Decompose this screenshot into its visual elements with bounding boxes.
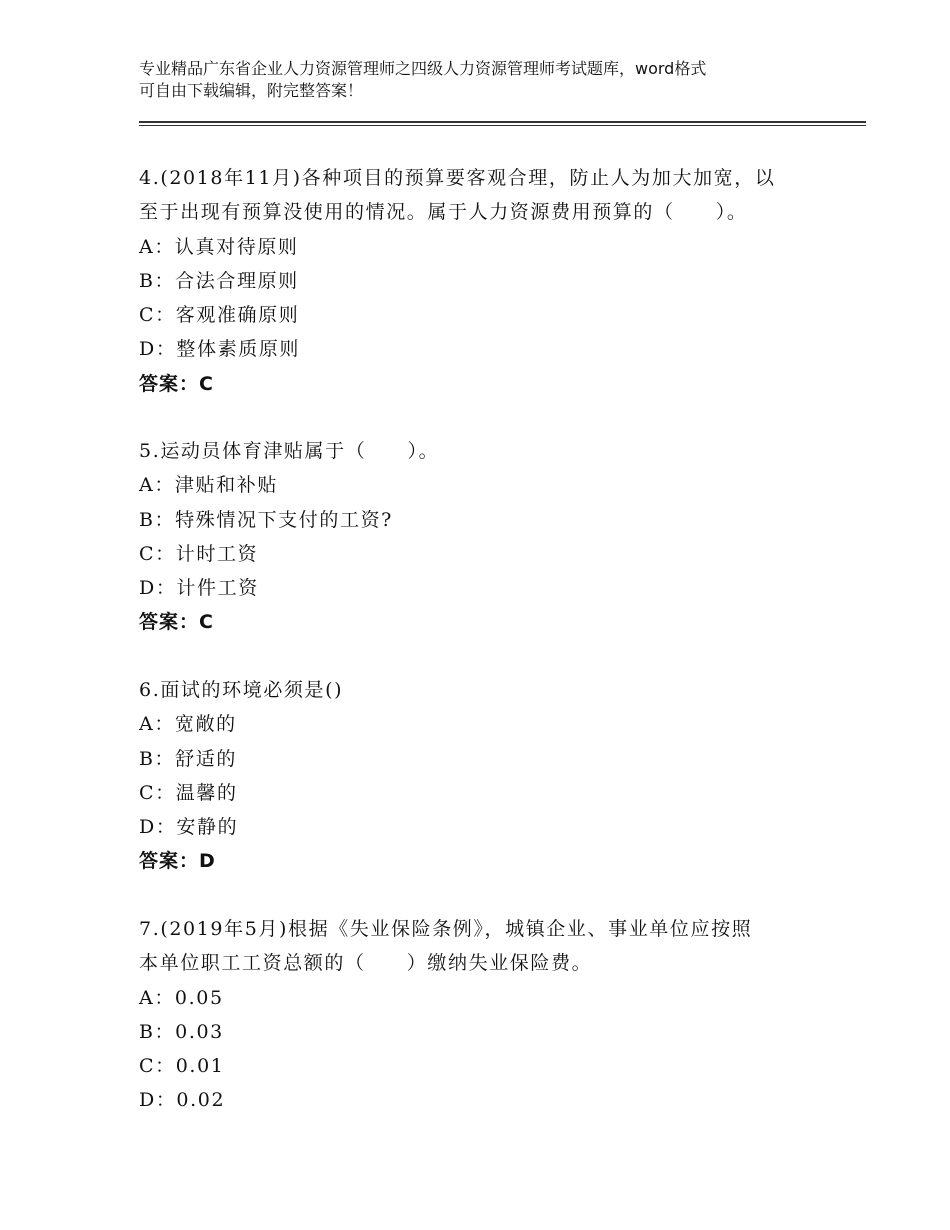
option-a: A：认真对待原则 bbox=[139, 235, 299, 258]
option-c: C：计时工资 bbox=[139, 542, 259, 565]
option-a: A：宽敞的 bbox=[139, 713, 237, 736]
question-6 bbox=[139, 673, 829, 879]
question-stem-line: 6.面试的环境必须是() bbox=[139, 679, 344, 701]
header-title-line-2: 可自由下载编辑，附完整答案！ bbox=[139, 81, 364, 100]
option-b: B：特殊情况下支付的工资? bbox=[139, 508, 393, 531]
option-c: C：0.01 bbox=[139, 1055, 225, 1078]
question-stem-line: 7.(2019年5月)根据《失业保险条例》，城镇企业、事业单位应按照 bbox=[139, 918, 753, 940]
header-divider-thin bbox=[139, 125, 866, 126]
question-7 bbox=[139, 912, 829, 1118]
header-divider-thick bbox=[139, 121, 866, 123]
answer-label: 答案：C bbox=[139, 611, 214, 634]
question-stem-line: 5.运动员体育津贴属于（ ）。 bbox=[139, 440, 440, 462]
question-stem-line: 本单位职工工资总额的（ ）缴纳失业保险费。 bbox=[139, 952, 593, 975]
option-d: D：0.02 bbox=[139, 1089, 226, 1112]
option-b: B：舒适的 bbox=[139, 747, 237, 770]
option-b: B：合法合理原则 bbox=[139, 269, 299, 292]
question-stem-line: 至于出现有预算没使用的情况。属于人力资源费用预算的（ ）。 bbox=[139, 201, 748, 224]
answer-label: 答案：C bbox=[139, 372, 214, 395]
answer-label: 答案：D bbox=[139, 850, 216, 873]
option-d: D：整体素质原则 bbox=[139, 338, 301, 361]
question-4 bbox=[139, 161, 829, 401]
option-a: A：0.05 bbox=[139, 986, 224, 1009]
option-b: B：0.03 bbox=[139, 1020, 224, 1043]
document-header bbox=[139, 58, 819, 102]
option-d: D：计件工资 bbox=[139, 577, 259, 600]
option-c: C：客观准确原则 bbox=[139, 304, 300, 327]
header-title-line-1: 专业精品广东省企业人力资源管理师之四级人力资源管理师考试题库，word格式 bbox=[139, 59, 707, 78]
option-d: D：安静的 bbox=[139, 816, 239, 839]
question-stem-line: 4.(2018年11月)各种项目的预算要客观合理，防止人为加大加宽，以 bbox=[139, 167, 776, 189]
question-5 bbox=[139, 434, 829, 640]
option-c: C：温馨的 bbox=[139, 781, 238, 804]
option-a: A：津贴和补贴 bbox=[139, 474, 278, 497]
